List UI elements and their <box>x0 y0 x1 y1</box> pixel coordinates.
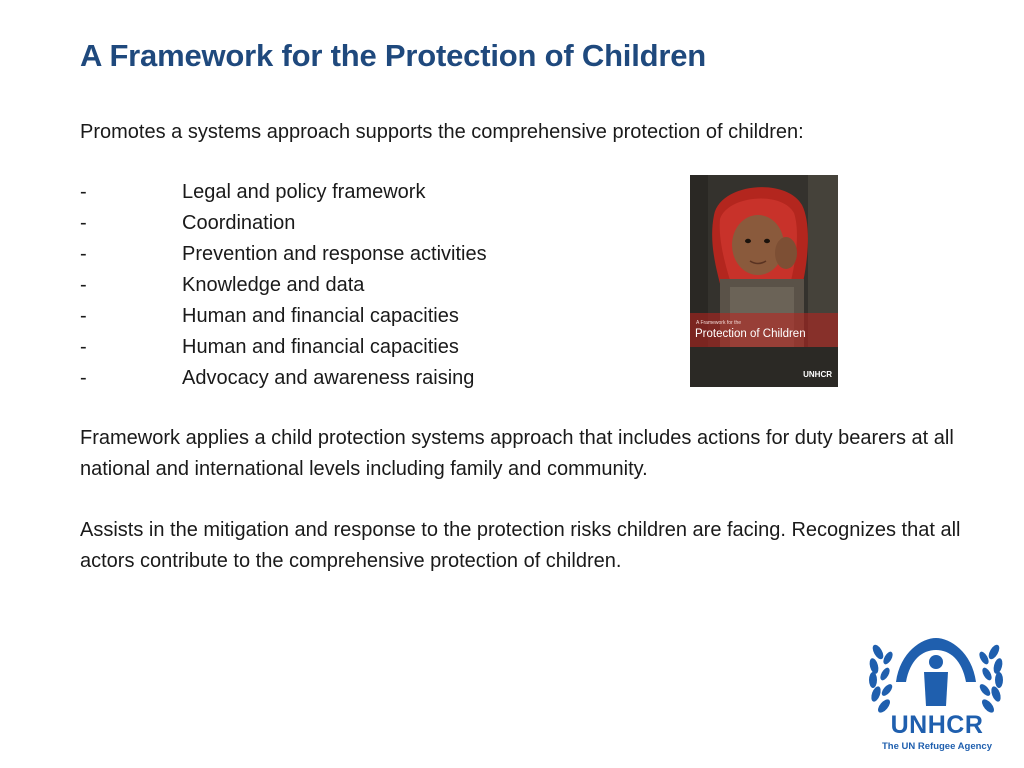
list-item-text: Knowledge and data <box>182 274 365 296</box>
unhcr-logo-wordmark: UNHCR <box>890 711 984 739</box>
cover-logo: UNHCR <box>803 370 832 379</box>
list-bullet: - <box>80 212 87 234</box>
list-item <box>80 332 487 363</box>
book-cover-image <box>690 175 838 387</box>
framework-components-list <box>80 177 487 394</box>
framework-paragraph: Framework applies a child protection systems approach that includes actions for duty bearers at all national and international levels including family and community. <box>80 427 954 480</box>
intro-text: Promotes a systems approach supports the comprehensive protection of children: <box>80 121 804 143</box>
list-item-text: Prevention and response activities <box>182 243 487 265</box>
list-bullet: - <box>80 243 87 265</box>
list-item-text: Advocacy and awareness raising <box>182 367 475 389</box>
list-item <box>80 301 487 332</box>
list-item <box>80 208 487 239</box>
cover-subtitle: A Framework for the <box>696 320 742 326</box>
list-bullet: - <box>80 274 87 296</box>
list-item-text: Human and financial capacities <box>182 305 459 327</box>
list-bullet: - <box>80 305 87 327</box>
list-bullet: - <box>80 181 87 203</box>
unhcr-logo-tagline: The UN Refugee Agency <box>882 741 992 752</box>
list-item <box>80 270 487 301</box>
list-item <box>80 363 487 394</box>
assists-paragraph: Assists in the mitigation and response to the protection risks children are facing. Recognizes that all actors contribute to the comprehensive protection of children. <box>80 519 961 572</box>
list-item-text: Human and financial capacities <box>182 336 459 358</box>
slide-title: A Framework for the Protection of Children <box>80 38 707 73</box>
list-bullet: - <box>80 336 87 358</box>
list-item <box>80 239 487 270</box>
list-bullet: - <box>80 367 87 389</box>
cover-title: Protection of Children <box>695 328 806 340</box>
list-item-text: Coordination <box>182 212 296 234</box>
list-item-text: Legal and policy framework <box>182 181 426 203</box>
list-item <box>80 177 487 208</box>
cover-photo-illustration <box>690 175 838 387</box>
